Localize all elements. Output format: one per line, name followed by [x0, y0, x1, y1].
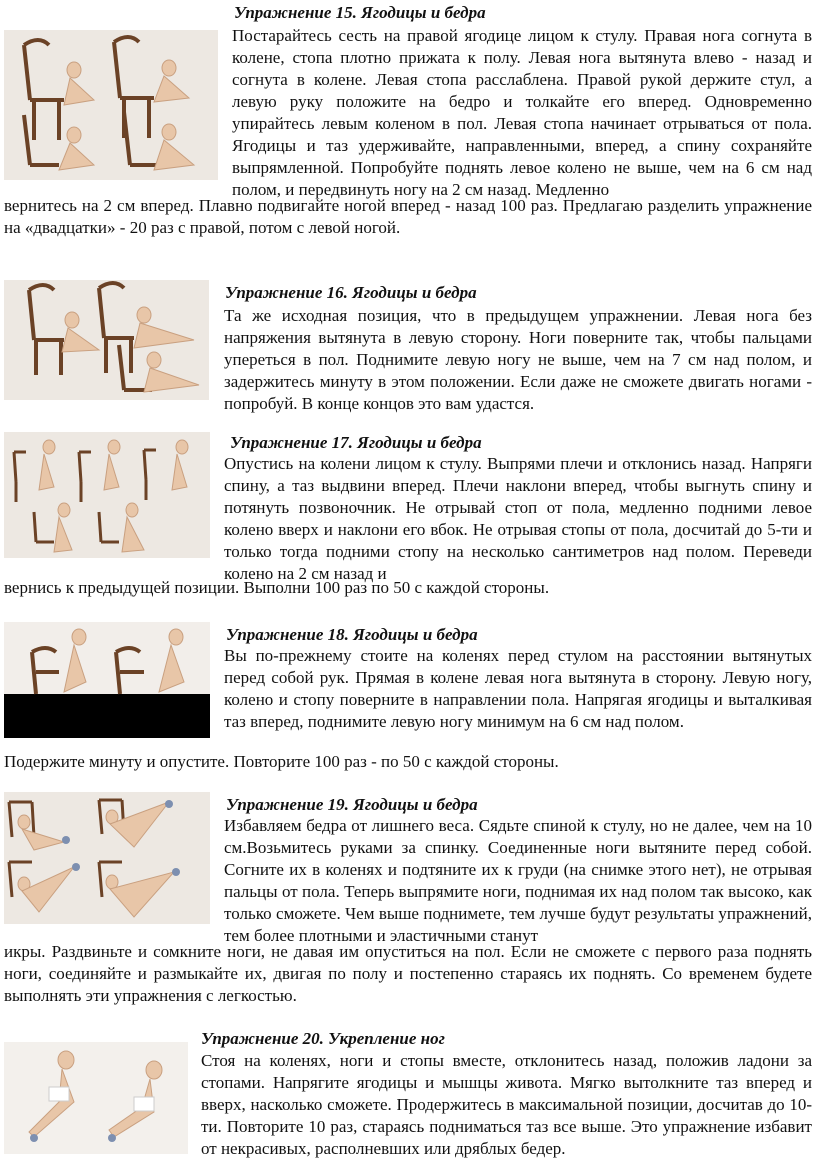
exercise-18-title: Упражнение 18. Ягодицы и бедра: [226, 625, 478, 644]
exercise-16-title: Упражнение 16. Ягодицы и бедра: [225, 283, 477, 302]
chair-figure: [24, 37, 159, 165]
exercise-19-text-continued: икры. Раздвиньте и сомкните ноги, не давая им опуститься на пол. Если не сможете с первого раза поднять ноги, соединяйте и размыкайте их, двигая по полу и постепенно стараясь их поднять. Со временем будете выполнять эти упражнения с легкостью.: [4, 942, 812, 1005]
exercise-18-photo: [4, 622, 210, 738]
exercise-19-title: Упражнение 19. Ягодицы и бедра: [226, 795, 478, 814]
exercise-15-photo: [4, 30, 218, 180]
exercise-20-text: Стоя на коленях, ноги и стопы вместе, отклонитесь назад, положив ладони за стопами. Напрягите ягодицы и мышцы живота. Мягко вытолкните таз вперед и вверх, насколько сможете. Продержитесь в максимальной позиции, досчитав до 10-ти. Повторите 10 раз, стараясь подниматься таз все выше. Это упражнение избавит от некрасивых, располневших или дряблых бедер.: [201, 1051, 812, 1158]
exercise-17-text: Опустись на колени лицом к стулу. Выпрями плечи и отклонись назад. Напряги спину, а таз выдвини вперед. Плечи наклони вперед, чтобы выгнуть спину и потянуть позвоночник. Не отрывай стоп от пола, медленно подними левое колено вверх и наклони его вбок. Не отрывая стопы от пола, досчитай до 5-ти и только тогда подними стопу на несколько сантиметров над полом. Переведи колено на 2 см назад и: [224, 454, 812, 583]
exercise-16-text: Та же исходная позиция, что в предыдущем упражнении. Левая нога без напряжения вытянута в левую сторону. Ноги поверните так, чтобы пальцами упереться в пол. Поднимите левую ногу не выше, чем на 7 см над полом, и задержитесь минуту в этом положении. Если даже не сможете двигать ногами - попробуй. В конце концов это вам удастся.: [224, 306, 812, 413]
exercise-19-text: Избавляем бедра от лишнего веса. Сядьте спиной к стулу, но не далее, чем на 10 см.Возьмитесь руками за спинку. Соединенные ноги вытяните перед собой. Согните их в коленях и подтяните их к груди (на снимке этого нет), не отрывая пальцы от пола. Теперь выпрямите ноги, поднимая их над полом так высоко, как только сможете. Чем выше поднимете, тем лучше будут результаты упражнений, тем более плотными и эластичными станут: [224, 816, 812, 945]
exercise-17-title: Упражнение 17. Ягодицы и бедра: [230, 433, 482, 452]
exercise-18-text-continued: Подержите минуту и опустите. Повторите 100 раз - по 50 с каждой стороны.: [4, 752, 559, 771]
exercise-17-text-continued: вернись к предыдущей позиции. Выполни 100 раз по 50 с каждой стороны.: [4, 578, 550, 597]
exercise-16-photo: [4, 280, 209, 400]
exercise-15-text: Постарайтесь сесть на правой ягодице лицом к стулу. Правая нога согнута в колене, стопа плотно прижата к полу. Левая нога вытянута влево - назад и согнута в колене. Левая стопа расслаблена. Правой рукой держите стул, а левую руку положите на бедро и толкайте его вперед. Одновременно упирайтесь левым коленом в пол. Левая стопа начинает отрываться от пола. Ягодицы и таз удерживайте, направленными, вперед, а спину сохраняйте выпрямленной. Попробуйте поднять левое колено не выше, чем на 6 см над полом, и передвинуть ногу на 2 см назад. Медленно: [232, 26, 812, 199]
exercise-15-title: Упражнение 15. Ягодицы и бедра: [234, 3, 486, 22]
exercise-20-title: Упражнение 20. Укрепление ног: [201, 1029, 445, 1048]
exercise-19-photo: [4, 792, 210, 924]
exercise-18-text: Вы по-прежнему стоите на коленях перед стулом на расстоянии вытянутых перед собой рук. Прямая в колене левая нога вытянута в сторону. Левую ногу, колено и стопу поверните в направлении пола. Напрягая ягодицы и выталкивая таз вперед, поднимите левую ногу минимум на 6 см над полом.: [224, 646, 812, 731]
exercise-17-photo: [4, 432, 210, 558]
exercise-15-text-continued: вернитесь на 2 см вперед. Плавно подвигайте ногой вперед - назад 100 раз. Предлагаю разделить упражнение на «двадцатки» - 20 раз с правой, потом с левой ногой.: [4, 196, 812, 237]
exercise-20-photo: [4, 1042, 188, 1154]
